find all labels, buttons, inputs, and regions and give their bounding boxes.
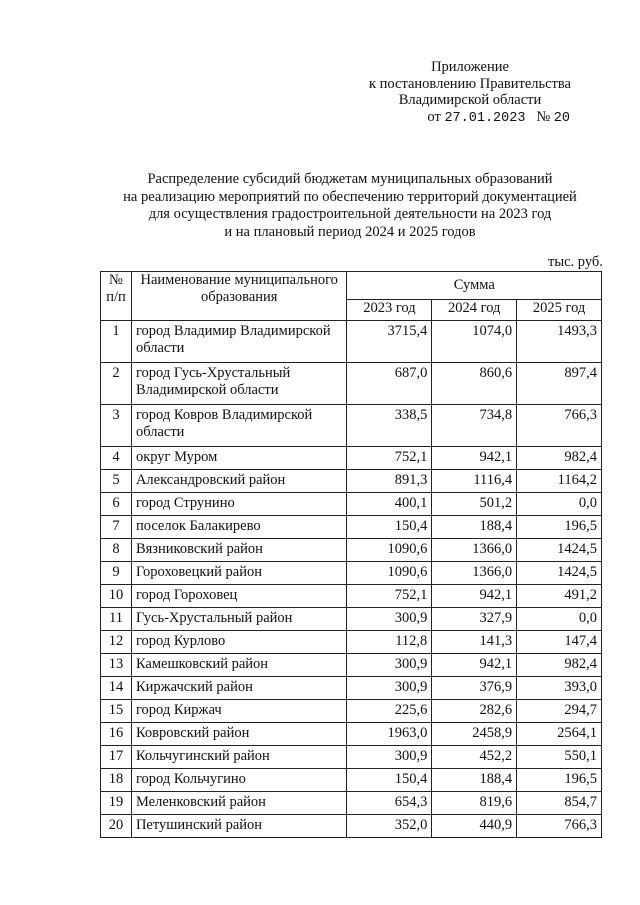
header-2025: 2025 год <box>517 300 602 321</box>
row-value-2024: 452,2 <box>432 746 517 769</box>
row-number: 10 <box>101 585 132 608</box>
row-value-2025: 897,4 <box>517 363 602 405</box>
table-row <box>101 539 602 562</box>
row-value-2023: 1963,0 <box>347 723 432 746</box>
row-number: 16 <box>101 723 132 746</box>
row-name: город Владимир Владимирской области <box>131 321 347 363</box>
units-label: тыс. руб. <box>548 254 603 270</box>
table-row <box>101 792 602 815</box>
header-number: № п/п <box>101 272 132 321</box>
row-value-2024: 501,2 <box>432 493 517 516</box>
row-value-2025: 1424,5 <box>517 562 602 585</box>
row-number: 7 <box>101 516 132 539</box>
row-name: город Киржач <box>131 700 347 723</box>
table-row <box>101 405 602 447</box>
row-value-2025: 1493,3 <box>517 321 602 363</box>
table-row <box>101 677 602 700</box>
appendix-region-line: Владимирской области <box>398 92 542 108</box>
row-value-2023: 338,5 <box>347 405 432 447</box>
row-name: город Струнино <box>131 493 347 516</box>
row-name: Кольчугинский район <box>131 746 347 769</box>
table-row <box>101 321 602 363</box>
row-number: 9 <box>101 562 132 585</box>
row-value-2023: 300,9 <box>347 746 432 769</box>
row-value-2023: 400,1 <box>347 493 432 516</box>
row-number: 18 <box>101 769 132 792</box>
row-name: Киржачский район <box>131 677 347 700</box>
title-line-1: Распределение субсидий бюджетам муниципальных образований <box>147 171 553 187</box>
header-sum: Сумма <box>347 272 602 300</box>
row-number: 8 <box>101 539 132 562</box>
row-value-2025: 0,0 <box>517 608 602 631</box>
row-number: 19 <box>101 792 132 815</box>
row-name: Гороховецкий район <box>131 562 347 585</box>
row-number: 17 <box>101 746 132 769</box>
row-value-2025: 147,4 <box>517 631 602 654</box>
row-value-2023: 3715,4 <box>347 321 432 363</box>
table-row <box>101 654 602 677</box>
row-number: 5 <box>101 470 132 493</box>
appendix-resolution-line: к постановлению Правительства <box>369 75 571 92</box>
row-value-2025: 766,3 <box>517 815 602 838</box>
row-name: поселок Балакирево <box>131 516 347 539</box>
table-row <box>101 516 602 539</box>
resolution-number: 20 <box>553 110 570 126</box>
row-name: город Курлово <box>131 631 347 654</box>
row-number: 14 <box>101 677 132 700</box>
row-value-2024: 2458,9 <box>432 723 517 746</box>
row-number: 1 <box>101 321 132 363</box>
table-row <box>101 815 602 838</box>
row-value-2024: 819,6 <box>432 792 517 815</box>
document-title <box>90 171 610 241</box>
header-name: Наименование муниципального образования <box>131 272 347 321</box>
row-number: 12 <box>101 631 132 654</box>
appendix-header <box>360 59 580 127</box>
row-value-2024: 282,6 <box>432 700 517 723</box>
row-number: 6 <box>101 493 132 516</box>
row-value-2024: 942,1 <box>432 654 517 677</box>
table-row <box>101 447 602 470</box>
row-value-2023: 752,1 <box>347 447 432 470</box>
row-value-2024: 1366,0 <box>432 539 517 562</box>
row-value-2025: 294,7 <box>517 700 602 723</box>
row-value-2025: 550,1 <box>517 746 602 769</box>
row-value-2025: 393,0 <box>517 677 602 700</box>
row-name: Меленковский район <box>131 792 347 815</box>
table-row <box>101 363 602 405</box>
row-value-2024: 1366,0 <box>432 562 517 585</box>
row-value-2024: 376,9 <box>432 677 517 700</box>
row-value-2025: 1424,5 <box>517 539 602 562</box>
row-value-2024: 942,1 <box>432 447 517 470</box>
row-value-2023: 752,1 <box>347 585 432 608</box>
row-value-2024: 1116,4 <box>432 470 517 493</box>
row-name: округ Муром <box>131 447 347 470</box>
row-value-2025: 2564,1 <box>517 723 602 746</box>
title-line-3: для осуществления градостроительной деятельности на 2023 год <box>148 206 552 222</box>
table-row <box>101 493 602 516</box>
row-name: Камешковский район <box>131 654 347 677</box>
row-value-2023: 300,9 <box>347 677 432 700</box>
title-line-2: на реализацию мероприятий по обеспечению территорий документацией <box>123 188 577 205</box>
header-2024: 2024 год <box>432 300 517 321</box>
row-value-2023: 687,0 <box>347 363 432 405</box>
row-value-2023: 891,3 <box>347 470 432 493</box>
row-value-2025: 0,0 <box>517 493 602 516</box>
row-value-2023: 112,8 <box>347 631 432 654</box>
table-row <box>101 700 602 723</box>
row-value-2023: 300,9 <box>347 608 432 631</box>
row-name: Вязниковский район <box>131 539 347 562</box>
row-value-2025: 854,7 <box>517 792 602 815</box>
row-value-2024: 327,9 <box>432 608 517 631</box>
row-value-2023: 1090,6 <box>347 539 432 562</box>
row-value-2025: 766,3 <box>517 405 602 447</box>
row-value-2025: 1164,2 <box>517 470 602 493</box>
row-value-2025: 196,5 <box>517 769 602 792</box>
resolution-date: 27.01.2023 <box>444 110 526 126</box>
row-value-2024: 1074,0 <box>432 321 517 363</box>
title-line-4: и на плановый период 2024 и 2025 годов <box>224 223 476 240</box>
table-row <box>101 723 602 746</box>
subsidy-table <box>100 271 602 838</box>
row-name: город Кольчугино <box>131 769 347 792</box>
row-value-2023: 300,9 <box>347 654 432 677</box>
table-row <box>101 585 602 608</box>
row-value-2023: 1090,6 <box>347 562 432 585</box>
header-2023: 2023 год <box>347 300 432 321</box>
appendix-label: Приложение <box>431 59 509 75</box>
row-value-2025: 196,5 <box>517 516 602 539</box>
row-value-2025: 491,2 <box>517 585 602 608</box>
row-number: 13 <box>101 654 132 677</box>
date-prefix: от <box>427 108 441 125</box>
row-name: Александровский район <box>131 470 347 493</box>
row-name: город Гусь-Хрустальный Владимирской области <box>131 363 347 405</box>
table-row <box>101 562 602 585</box>
row-value-2025: 982,4 <box>517 654 602 677</box>
row-value-2023: 225,6 <box>347 700 432 723</box>
row-value-2023: 150,4 <box>347 516 432 539</box>
table-row <box>101 631 602 654</box>
row-value-2023: 654,3 <box>347 792 432 815</box>
row-number: 3 <box>101 405 132 447</box>
row-number: 15 <box>101 700 132 723</box>
row-value-2023: 352,0 <box>347 815 432 838</box>
row-value-2024: 141,3 <box>432 631 517 654</box>
row-number: 4 <box>101 447 132 470</box>
table-row <box>101 470 602 493</box>
row-name: город Гороховец <box>131 585 347 608</box>
row-name: город Ковров Владимирской области <box>131 405 347 447</box>
row-value-2024: 734,8 <box>432 405 517 447</box>
row-value-2024: 860,6 <box>432 363 517 405</box>
row-name: Петушинский район <box>131 815 347 838</box>
row-name: Гусь-Хрустальный район <box>131 608 347 631</box>
table-row <box>101 746 602 769</box>
table-row <box>101 608 602 631</box>
row-number: 2 <box>101 363 132 405</box>
row-number: 11 <box>101 608 132 631</box>
row-value-2024: 440,9 <box>432 815 517 838</box>
number-prefix: № <box>536 108 551 125</box>
appendix-date-line <box>360 109 580 128</box>
row-number: 20 <box>101 815 132 838</box>
row-value-2024: 188,4 <box>432 516 517 539</box>
table-row <box>101 769 602 792</box>
row-value-2024: 942,1 <box>432 585 517 608</box>
table-body <box>101 321 602 838</box>
row-value-2023: 150,4 <box>347 769 432 792</box>
row-value-2024: 188,4 <box>432 769 517 792</box>
row-name: Ковровский район <box>131 723 347 746</box>
row-value-2025: 982,4 <box>517 447 602 470</box>
